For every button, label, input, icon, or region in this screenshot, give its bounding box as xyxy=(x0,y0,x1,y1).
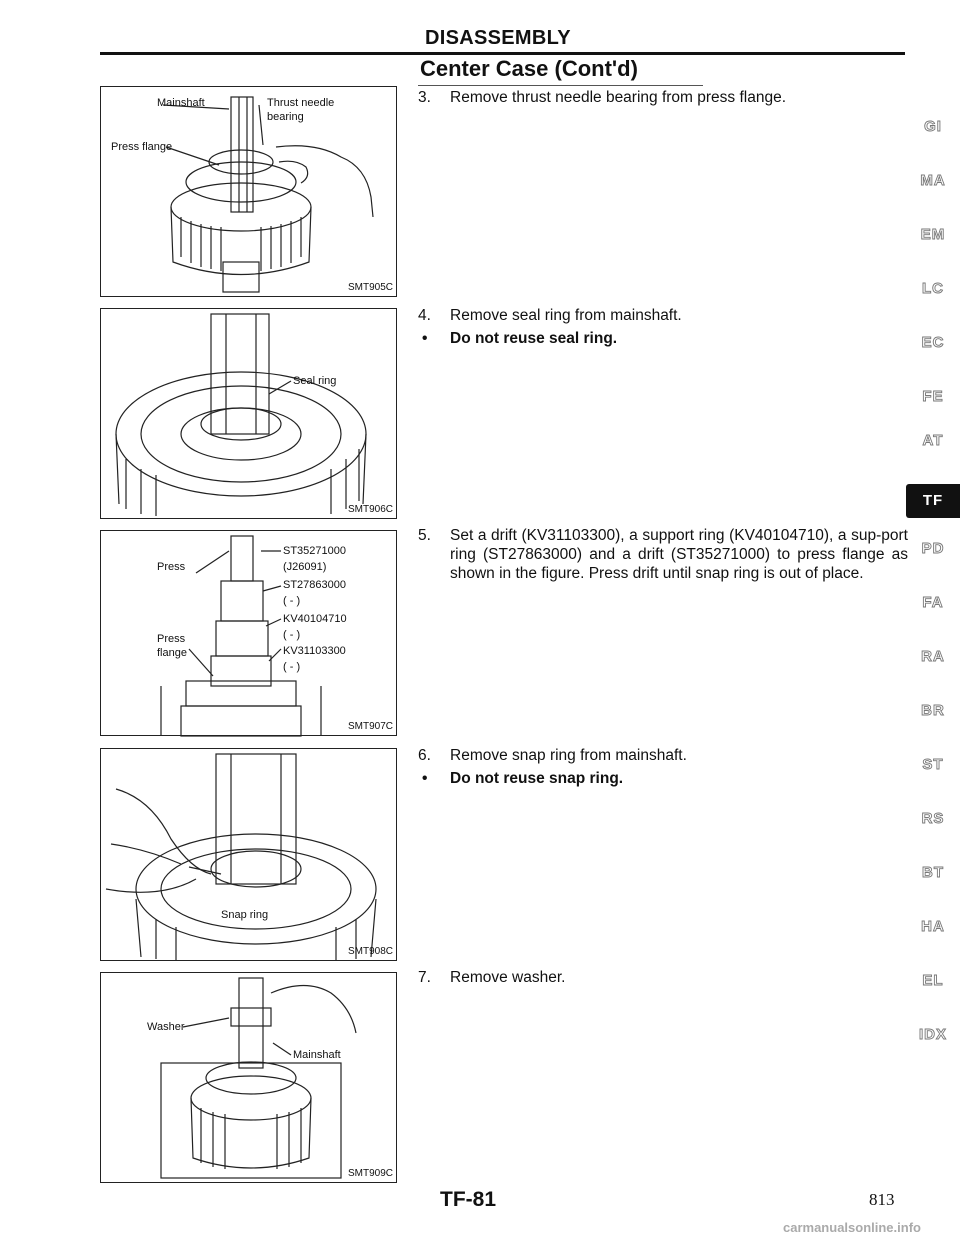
label-j26091: (J26091) xyxy=(283,561,327,573)
figure-code: SMT908C xyxy=(347,946,393,957)
figure-code: SMT906C xyxy=(347,504,393,515)
step-text: Remove seal ring from mainshaft. xyxy=(450,307,682,324)
tab-lc[interactable]: LC xyxy=(922,280,944,297)
label-mainshaft: Mainshaft xyxy=(157,97,205,109)
tab-gi[interactable]: GI xyxy=(924,118,942,135)
figure-illustration xyxy=(101,973,398,1184)
label-seal-ring: Seal ring xyxy=(293,375,337,387)
page-code: TF-81 xyxy=(440,1188,497,1211)
step-4 xyxy=(418,306,908,325)
step-5 xyxy=(418,526,908,583)
tab-em[interactable]: EM xyxy=(920,226,946,243)
tab-br[interactable]: BR xyxy=(921,702,945,719)
tab-pd[interactable]: PD xyxy=(921,540,945,557)
label-snap-ring: Snap ring xyxy=(221,909,269,921)
figure-code: SMT909C xyxy=(347,1168,393,1179)
page-number: 813 xyxy=(869,1190,895,1209)
bullet-dot: • xyxy=(422,770,428,787)
step-text: Remove thrust needle bearing from press flange. xyxy=(450,89,787,106)
step-number: 5. xyxy=(418,527,431,544)
figure-code: SMT905C xyxy=(347,282,393,293)
step-number: 3. xyxy=(418,89,431,106)
step-6 xyxy=(418,746,908,765)
bullet-dot: • xyxy=(422,330,428,347)
step-number: 7. xyxy=(418,969,431,986)
label-press-flange: Press flange xyxy=(111,141,173,153)
label-thrust-needle: Thrust needle xyxy=(267,97,335,109)
figure-smt906c xyxy=(100,308,397,519)
label-st27863000-alt: ( - ) xyxy=(283,595,301,607)
figure-illustration xyxy=(101,87,398,298)
figure-code: SMT907C xyxy=(347,721,393,732)
step-number: 6. xyxy=(418,747,431,764)
tab-fa[interactable]: FA xyxy=(922,594,944,611)
subtitle-rule xyxy=(418,85,703,86)
tab-ra[interactable]: RA xyxy=(921,648,945,665)
tab-el[interactable]: EL xyxy=(922,972,944,989)
note-text: Do not reuse snap ring. xyxy=(450,770,624,787)
tab-ma[interactable]: MA xyxy=(920,172,946,189)
label-st27863000: ST27863000 xyxy=(283,579,346,591)
label-press-2: Press xyxy=(157,633,186,645)
tab-fe[interactable]: FE xyxy=(922,388,944,405)
figure-illustration xyxy=(101,309,398,520)
step-6-note xyxy=(418,770,623,788)
step-7 xyxy=(418,968,908,987)
label-press: Press xyxy=(157,561,186,573)
watermark: carmanualsonline.info xyxy=(783,1220,921,1235)
figure-smt909c xyxy=(100,972,397,1183)
tab-at[interactable]: AT xyxy=(922,432,944,449)
tab-ha[interactable]: HA xyxy=(921,918,945,935)
step-text: Remove washer. xyxy=(450,969,566,986)
label-kv40104710-alt: ( - ) xyxy=(283,629,301,641)
tab-ec[interactable]: EC xyxy=(921,334,945,351)
label-washer: Washer xyxy=(147,1021,185,1033)
step-text: Set a drift (KV31103300), a support ring (KV40104710), a sup-port ring (ST27863000) and a drift (ST35271000) to press flange as shown in the figure. Press drift until snap ring is out of place. xyxy=(450,527,908,582)
tab-bt[interactable]: BT xyxy=(922,864,944,881)
label-mainshaft: Mainshaft xyxy=(293,1049,341,1061)
tab-rs[interactable]: RS xyxy=(921,810,945,827)
tab-tf[interactable]: TF xyxy=(906,484,960,518)
label-kv31103300-alt: ( - ) xyxy=(283,661,301,673)
note-text: Do not reuse seal ring. xyxy=(450,330,618,347)
label-bearing: bearing xyxy=(267,111,304,123)
label-kv40104710: KV40104710 xyxy=(283,613,347,625)
step-4-note xyxy=(418,330,617,348)
tab-idx[interactable]: IDX xyxy=(918,1026,947,1043)
figure-illustration xyxy=(101,531,398,737)
label-flange: flange xyxy=(157,647,187,659)
section-header: DISASSEMBLY xyxy=(425,27,571,49)
page-subtitle: Center Case (Cont'd) xyxy=(420,56,638,81)
tab-st[interactable]: ST xyxy=(922,756,944,773)
step-3 xyxy=(418,88,908,107)
figure-smt908c xyxy=(100,748,397,961)
figure-illustration xyxy=(101,749,398,962)
label-kv31103300: KV31103300 xyxy=(283,645,346,657)
step-number: 4. xyxy=(418,307,431,324)
figure-smt905c xyxy=(100,86,397,297)
figure-smt907c xyxy=(100,530,397,736)
step-text: Remove snap ring from mainshaft. xyxy=(450,747,687,764)
label-st35271000: ST35271000 xyxy=(283,545,346,557)
header-rule xyxy=(100,52,905,55)
